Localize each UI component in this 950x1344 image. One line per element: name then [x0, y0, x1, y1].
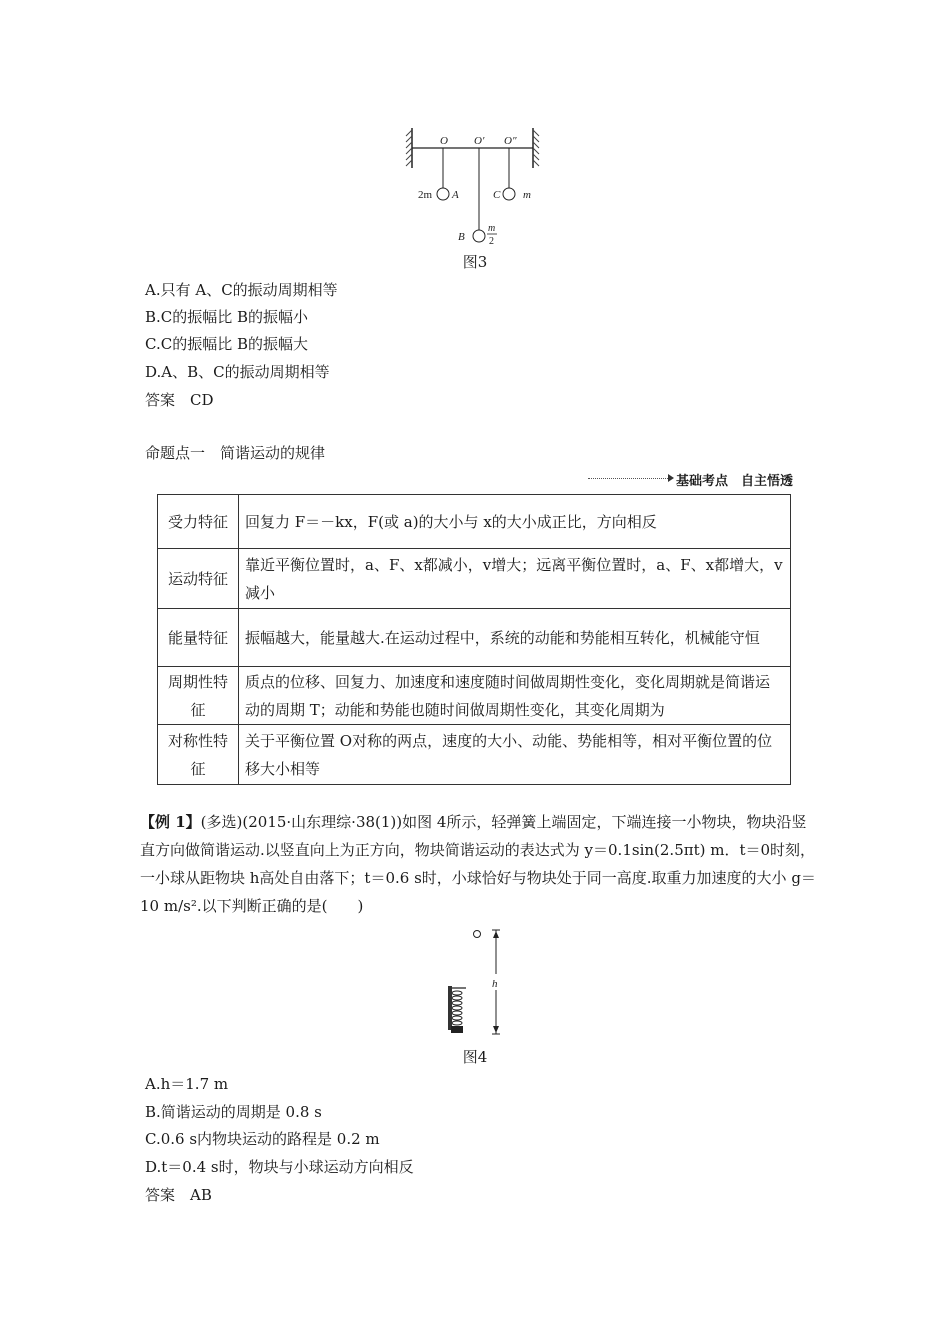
figure-4-caption: 图4 — [462, 1048, 488, 1066]
row-label: 受力特征 — [158, 495, 239, 549]
fig3-label-C: C — [493, 189, 501, 201]
fig3-label-mass-B-num: m — [488, 223, 496, 234]
table-row — [158, 495, 791, 549]
figure-3-caption: 图3 — [462, 253, 488, 271]
fig3-label-O: O — [440, 135, 448, 147]
fig4-h-label: h — [492, 978, 498, 990]
row-label: 运动特征 — [158, 549, 239, 609]
section-tag: 基础考点 自主悟透 — [676, 474, 794, 489]
fig3-label-O2: O″ — [504, 135, 517, 147]
fig3-label-B: B — [458, 231, 465, 243]
row-content: 振幅越大，能量越大.在运动过程中，系统的动能和势能相互转化，机械能守恒 — [239, 609, 791, 667]
example-1-label: 【例 1】 — [140, 813, 201, 831]
table-row — [158, 609, 791, 667]
q2-answer: 答案 AB — [145, 1186, 212, 1204]
row-content: 靠近平衡位置时，a、F、x都减小，v增大；远离平衡位置时，a、F、x都增大，v减小 — [239, 549, 791, 609]
q2-option-a: A.h＝1.7 m — [145, 1075, 229, 1093]
q1-option-d: D.A、B、C的振动周期相等 — [145, 363, 330, 381]
row-content: 质点的位移、回复力、加速度和速度随时间做周期性变化，变化周期就是简谐运动的周期 T；动能和势能也随时间做周期性变化，其变化周期为 — [239, 667, 791, 725]
fig3-label-mass-B-den: 2 — [489, 236, 494, 247]
table-row — [158, 725, 791, 785]
fig3-label-mass-A: 2m — [418, 189, 433, 201]
example-1-text: (多选)(2015·山东理综·38(1))如图 4所示，轻弹簧上端固定，下端连接一小物块，物块沿竖直方向做简谐运动.以竖直向上为正方向，物块简谐运动的表达式为 y＝0.1sin(2.5πt) m．t＝0时刻，一小球从距物块 h高处自由落下；t＝0.6 s时，小球恰好与物块处于同一高度.取重力加速度的大小 g＝10 m/s².以下判断正确的是( ) — [140, 813, 816, 915]
section-title: 命题点一 简谐运动的规律 — [145, 444, 326, 462]
properties-table — [157, 494, 791, 785]
row-label: 能量特征 — [158, 609, 239, 667]
fig3-label-O1: O′ — [474, 135, 485, 147]
q2-option-d: D.t＝0.4 s时，物块与小球运动方向相反 — [145, 1158, 414, 1176]
row-content: 关于平衡位置 O对称的两点，速度的大小、动能、势能相等，相对平衡位置的位移大小相等 — [239, 725, 791, 785]
section-tag-leader — [588, 478, 672, 479]
fig3-label-mass-C: m — [523, 189, 531, 201]
q2-option-c: C.0.6 s内物块运动的路程是 0.2 m — [145, 1130, 380, 1148]
q1-option-b: B.C的振幅比 B的振幅小 — [145, 308, 309, 326]
fig3-label-A: A — [452, 189, 459, 201]
figure-3-diagram — [400, 120, 550, 250]
q1-option-c: C.C的振幅比 B的振幅大 — [145, 335, 308, 353]
table-row — [158, 549, 791, 609]
q2-option-b: B.简谐运动的周期是 0.8 s — [145, 1103, 322, 1121]
row-content: 回复力 F＝－kx，F(或 a)的大小与 x的大小成正比，方向相反 — [239, 495, 791, 549]
table-row — [158, 667, 791, 725]
row-label: 对称性特征 — [158, 725, 239, 785]
q1-option-a: A.只有 A、C的振动周期相等 — [145, 281, 338, 299]
figure-4-diagram — [440, 926, 520, 1038]
example-1 — [140, 808, 820, 920]
row-label: 周期性特征 — [158, 667, 239, 725]
arrow-right-icon — [668, 474, 674, 482]
q1-answer: 答案 CD — [145, 391, 214, 409]
